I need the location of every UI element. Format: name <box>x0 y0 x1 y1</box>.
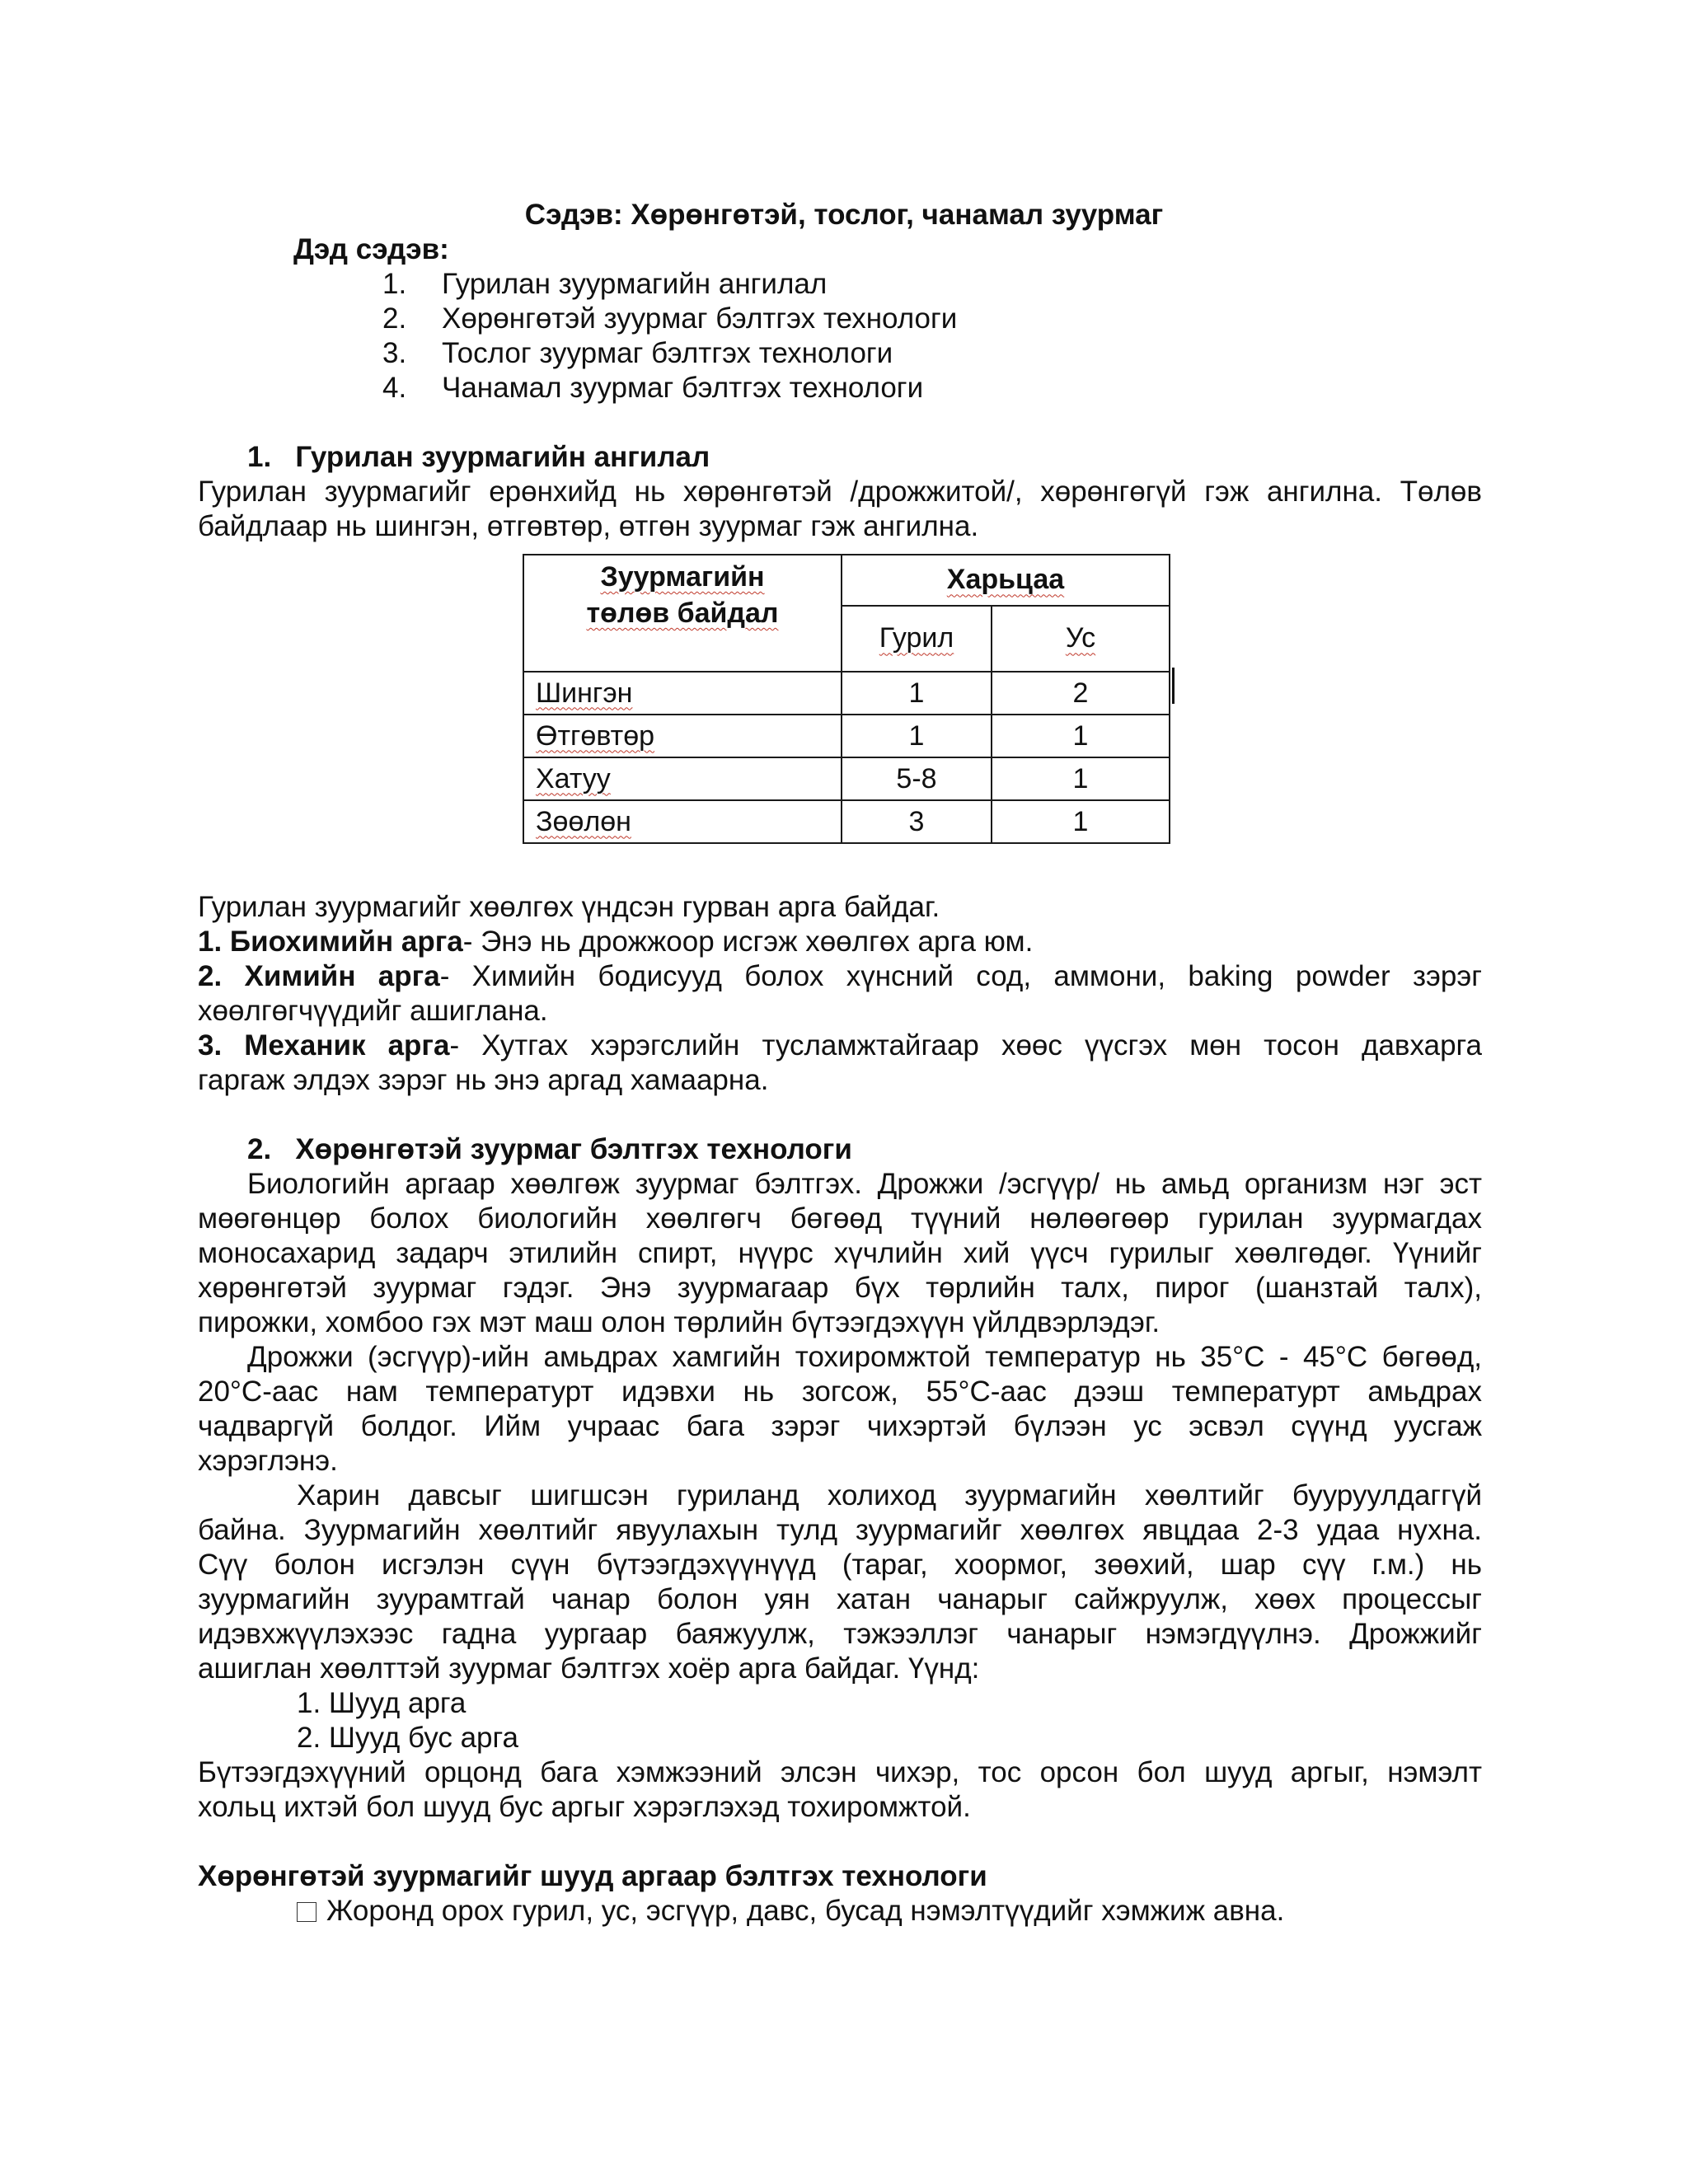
subtopic-text: Гурилан зуурмагийн ангилал <box>442 268 828 300</box>
subtopic-text: Хөрөнгөтэй зуурмаг бэлтгэх технологи <box>442 302 958 335</box>
table-cell-flour: 1 <box>842 672 992 715</box>
section2-paragraph-line: пирожки, хомбоо гэх мэт маш олон төрлийн бүтээгдэхүүн үйлдвэрлэдэг. <box>198 1306 1160 1338</box>
section2-paragraph-line: ашиглан хөөлттэй зуурмаг бэлтгэх хоёр арга байдаг. Үүнд: <box>198 1652 980 1685</box>
section2-heading: 2. Хөрөнгөтэй зуурмаг бэлтгэх технологи <box>247 1133 852 1165</box>
method-2-text: - Химийн бодисууд болох хүнсний сод, аммони, baking powder зэрэг <box>439 960 1482 992</box>
method-3-label: 3. Механик арга <box>198 1029 450 1062</box>
table-header-state-line2: төлөв байдал <box>586 598 779 629</box>
table-cell-flour: 1 <box>842 715 992 757</box>
table-subheader-water-label: Ус <box>1065 622 1096 654</box>
table-cell-water: 2 <box>992 672 1170 715</box>
table-cell-state-label: Зөөлөн <box>536 805 631 837</box>
section2-paragraph-line: хэрэглэнэ. <box>198 1445 338 1477</box>
checkbox-square-icon <box>297 1902 316 1922</box>
method-2 <box>198 959 1482 994</box>
section2-paragraph-line: Дрожжи (эсгүүр)-ийн амьдрах хамгийн тохиромжтой температур нь 35°C - 45°C бөгөөд, <box>247 1341 1482 1373</box>
subtopic-number: 4. <box>382 372 407 404</box>
section2-paragraph-line: идэвхжүүлэхээс гадна уургаар баяжуулж, тэжээллэг чанарыг нэмэгдүүлнэ. Дрожжийг <box>198 1618 1482 1650</box>
table-cell-water: 1 <box>992 715 1170 757</box>
subtopic-text: Тослог зуурмаг бэлтгэх технологи <box>442 337 893 369</box>
section2-paragraph-line: чадваргүй болдог. Ийм учраас бага зэрэг чихэртэй бүлээн ус эсвэл сүүнд уусгаж <box>198 1410 1482 1442</box>
list-item: 1. Шууд арга <box>297 1687 467 1719</box>
table-cell-state-label: Хатуу <box>536 762 611 794</box>
methods-intro: Гурилан зуурмагийг хөөлгөх үндсэн гурван арга байдаг. <box>198 891 940 923</box>
table-cell-state <box>523 757 842 800</box>
table-subheader-water <box>992 606 1170 672</box>
section2-paragraph-line: зуурмагийн зуурамтгай чанар болон уян хатан чанарыг сайжруулж, хөөх процессыг <box>198 1583 1482 1615</box>
method-1-label: 1. Биохимийн арга <box>198 926 463 958</box>
section2-paragraph-line: хөрөнгөтэй зуурмаг гэдэг. Энэ зуурмагаар бүх төрлийн талх, пирог (шанзтай талх), <box>198 1272 1482 1304</box>
subtopic-number: 1. <box>382 268 407 300</box>
table-cell-state <box>523 715 842 757</box>
table-subheader-flour <box>842 606 992 672</box>
section2-paragraph-line: моносахарид задарч этилийн спирт, нүүрс хүчлийн хий үүсч гурилыг хөөлгөдөг. Үүнийг <box>198 1237 1482 1269</box>
document-title: Сэдэв: Хөрөнгөтэй, тослог, чанамал зуурмаг <box>524 199 1164 231</box>
table-row <box>523 800 1170 843</box>
method-3 <box>198 1029 1482 1063</box>
table-header-ratio-label: Харьцаа <box>946 564 1065 596</box>
table-header-state-line1: Зуурмагийн <box>600 561 765 593</box>
method-3-text: - Хутгах хэрэгслийн тусламжтайгаар хөөс үүсгэх мөн тосон давхарга <box>449 1029 1483 1062</box>
section2-paragraph-line: байна. Зуурмагийн хөөлтийг явуулахын тулд зуурмагийг хөөлгөх явцдаа 2-3 удаа нухна. <box>198 1514 1482 1546</box>
section2-paragraph-line: мөөгөнцөр болох биологийн хөөлгөгч бөгөөд түүний нөлөөгөөр гурилан зуурмагдах <box>198 1202 1482 1235</box>
table-row <box>523 715 1170 757</box>
table-cell-state <box>523 672 842 715</box>
table-header-ratio <box>842 555 1170 606</box>
section2-paragraph-line: Биологийн аргаар хөөлгөж зуурмаг бэлтгэх. Дрожжи /эсгүүр/ нь амьд организм нэг эст <box>247 1168 1482 1200</box>
table-cell-flour: 5-8 <box>842 757 992 800</box>
table-row <box>523 757 1170 800</box>
table-row <box>523 672 1170 715</box>
bullet-item <box>297 1894 1284 1929</box>
section2-paragraph-line: Харин давсыг шигшсэн гуриланд холиход зуурмагийн хөөлтийг бууруулдаггүй <box>297 1479 1482 1511</box>
table-header-state <box>523 555 842 672</box>
bullet-text: Жоронд орох гурил, ус, эсгүүр, давс, бусад нэмэлтүүдийг хэмжиж авна. <box>326 1895 1285 1927</box>
section2-paragraph-line: 20°C-аас нам температурт идэвхи нь зогсож, 55°C-аас дээш температурт амьдрах <box>198 1376 1482 1408</box>
section2-paragraph-line: хольц ихтэй бол шууд бус аргыг хэрэглэхэд тохиромжтой. <box>198 1791 971 1823</box>
section2-paragraph-line: Сүү болон исгэлэн сүүн бүтээгдэхүүнүүд (тараг, хоормог, зөөхий, шар сүү г.м.) нь <box>198 1549 1482 1581</box>
method-2-label: 2. Химийн арга <box>198 960 440 992</box>
subtopic-text: Чанамал зуурмаг бэлтгэх технологи <box>442 372 924 404</box>
section1-paragraph-line: байдлаар нь шингэн, өтгөвтөр, өтгөн зуурмаг гэж ангилна. <box>198 510 979 542</box>
subtopic-number: 3. <box>382 337 407 369</box>
dough-ratio-table <box>523 554 1170 844</box>
table-cell-state-label: Өтгөвтөр <box>536 719 655 752</box>
subtopics-heading: Дэд сэдэв: <box>293 233 449 265</box>
section1-paragraph-line: Гурилан зуурмагийг ерөнхийд нь хөрөнгөтэй /дрожжитой/, хөрөнгөгүй гэж ангилна. Төлөв <box>198 476 1482 508</box>
method-3-continuation: гаргаж элдэх зэрэг нь энэ аргад хамаарна. <box>198 1064 769 1096</box>
table-subheader-flour-label: Гурил <box>879 622 954 654</box>
text-cursor <box>1172 668 1175 704</box>
table-cell-water: 1 <box>992 800 1170 843</box>
method-1-text: - Энэ нь дрожжоор исгэж хөөлгөх арга юм. <box>462 926 1034 958</box>
table-cell-water: 1 <box>992 757 1170 800</box>
section1-heading: 1. Гурилан зуурмагийн ангилал <box>247 441 710 473</box>
section3-heading: Хөрөнгөтэй зуурмагийг шууд аргаар бэлтгэх технологи <box>198 1860 987 1892</box>
method-2-continuation: хөөлгөгчүүдийг ашиглана. <box>198 995 548 1027</box>
table-cell-state-label: Шингэн <box>536 677 633 709</box>
table-cell-flour: 3 <box>842 800 992 843</box>
subtopic-number: 2. <box>382 302 407 335</box>
list-item: 2. Шууд бус арга <box>297 1722 518 1754</box>
method-1 <box>198 925 1033 959</box>
section2-paragraph-line: Бүтээгдэхүүний орцонд бага хэмжээний элсэн чихэр, тос орсон бол шууд аргыг, нэмэлт <box>198 1756 1482 1788</box>
table-cell-state <box>523 800 842 843</box>
